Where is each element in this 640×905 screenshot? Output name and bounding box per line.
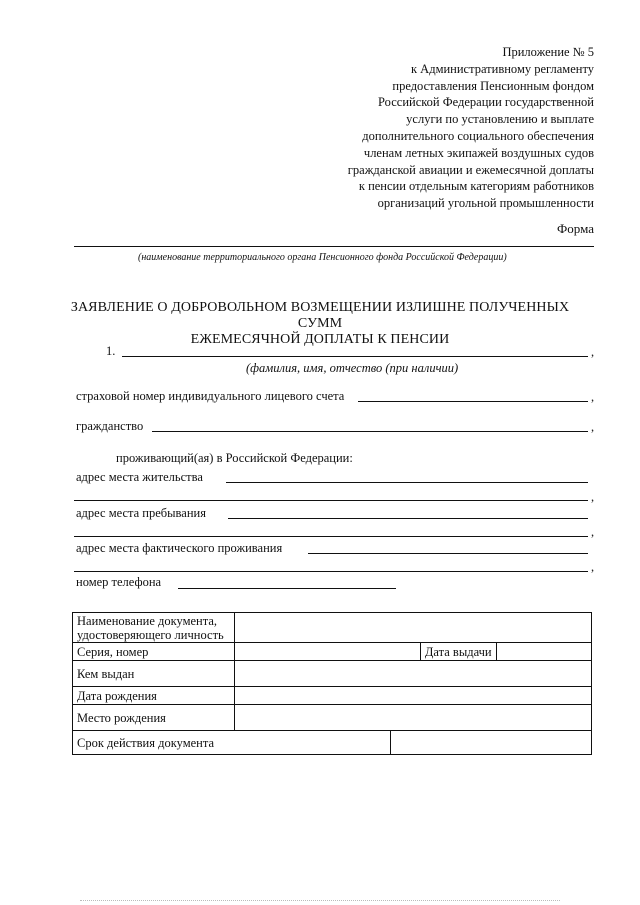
comma: , bbox=[591, 420, 595, 434]
snils-label: страховой номер индивидуального лицевого счета bbox=[76, 389, 345, 403]
birth-place-cell[interactable] bbox=[235, 705, 592, 731]
title-line-2: ЕЖЕМЕСЯЧНОЙ ДОПЛАТЫ К ПЕНСИИ bbox=[190, 332, 450, 347]
table-row bbox=[73, 705, 592, 731]
issue-date-cell[interactable] bbox=[496, 643, 591, 661]
comma: , bbox=[591, 390, 595, 404]
table-row bbox=[73, 643, 592, 661]
stay-field[interactable] bbox=[228, 518, 588, 519]
issued-by-label: Кем выдан bbox=[73, 661, 235, 687]
table-row bbox=[73, 661, 592, 687]
actual-address-field[interactable] bbox=[308, 553, 588, 554]
appendix-line: организаций угольной промышленности bbox=[377, 196, 594, 211]
snils-field[interactable] bbox=[358, 401, 588, 402]
appendix-line: предоставления Пенсионным фондом bbox=[392, 78, 594, 93]
citizenship-field[interactable] bbox=[152, 431, 588, 432]
appendix-line: Российской Федерации государственной bbox=[378, 95, 594, 110]
doc-name-label: Наименование документа, удостоверяющего личность bbox=[73, 613, 235, 643]
table-row bbox=[73, 687, 592, 705]
appendix-line: дополнительного социального обеспечения bbox=[362, 128, 594, 143]
table-row bbox=[73, 731, 592, 755]
id-document-table bbox=[72, 612, 592, 755]
actual-address-label: адрес места фактического проживания bbox=[76, 541, 283, 555]
comma: , bbox=[591, 560, 595, 574]
birth-date-cell[interactable] bbox=[235, 687, 592, 705]
appendix-header bbox=[294, 44, 594, 212]
residence-field-line-2[interactable] bbox=[74, 500, 588, 501]
item-number: 1. bbox=[106, 344, 116, 358]
table-row bbox=[73, 613, 592, 643]
stay-field-line-2[interactable] bbox=[74, 536, 588, 537]
appendix-line: услуги по установлению и выплате bbox=[406, 112, 594, 127]
birth-date-label: Дата рождения bbox=[73, 687, 235, 705]
comma: , bbox=[591, 345, 595, 359]
comma: , bbox=[591, 525, 595, 539]
citizenship-label: гражданство bbox=[76, 419, 144, 433]
comma: , bbox=[591, 490, 595, 504]
issue-date-label: Дата выдачи bbox=[420, 643, 496, 661]
appendix-line: к Административному регламенту bbox=[410, 61, 594, 76]
validity-label: Срок действия документа bbox=[73, 731, 391, 755]
appendix-line: членам летных экипажей воздушных судов bbox=[363, 145, 594, 160]
authority-line[interactable] bbox=[74, 246, 594, 247]
residing-label: проживающий(ая) в Российской Федерации: bbox=[116, 451, 353, 465]
actual-address-field-line-2[interactable] bbox=[74, 571, 588, 572]
residence-field[interactable] bbox=[226, 482, 588, 483]
appendix-line: гражданской авиации и ежемесячной доплаты bbox=[347, 162, 594, 177]
document-title bbox=[60, 300, 580, 348]
birth-place-label: Место рождения bbox=[73, 705, 235, 731]
issued-by-cell[interactable] bbox=[235, 661, 592, 687]
residence-label: адрес места жительства bbox=[76, 470, 203, 484]
title-line-1: ЗАЯВЛЕНИЕ О ДОБРОВОЛЬНОМ ВОЗМЕЩЕНИИ ИЗЛИШНЕ ПОЛУЧЕННЫХ СУММ bbox=[70, 300, 570, 331]
name-caption: (фамилия, имя, отчество (при наличии) bbox=[246, 361, 459, 375]
validity-cell[interactable] bbox=[391, 731, 592, 755]
appendix-line: к пенсии отдельным категориям работников bbox=[358, 179, 594, 194]
full-name-field[interactable] bbox=[122, 356, 588, 357]
form-label: Форма bbox=[557, 221, 594, 236]
phone-label: номер телефона bbox=[76, 575, 162, 589]
doc-name-cell[interactable] bbox=[235, 613, 592, 643]
series-number-label: Серия, номер bbox=[73, 643, 235, 661]
scan-noise-line bbox=[80, 900, 560, 901]
stay-label: адрес места пребывания bbox=[76, 506, 206, 520]
series-number-cell[interactable] bbox=[235, 643, 420, 661]
authority-caption: (наименование территориального органа Пенсионного фонда Российской Федерации) bbox=[138, 252, 507, 263]
phone-field[interactable] bbox=[178, 588, 396, 589]
appendix-line: Приложение № 5 bbox=[502, 45, 594, 59]
